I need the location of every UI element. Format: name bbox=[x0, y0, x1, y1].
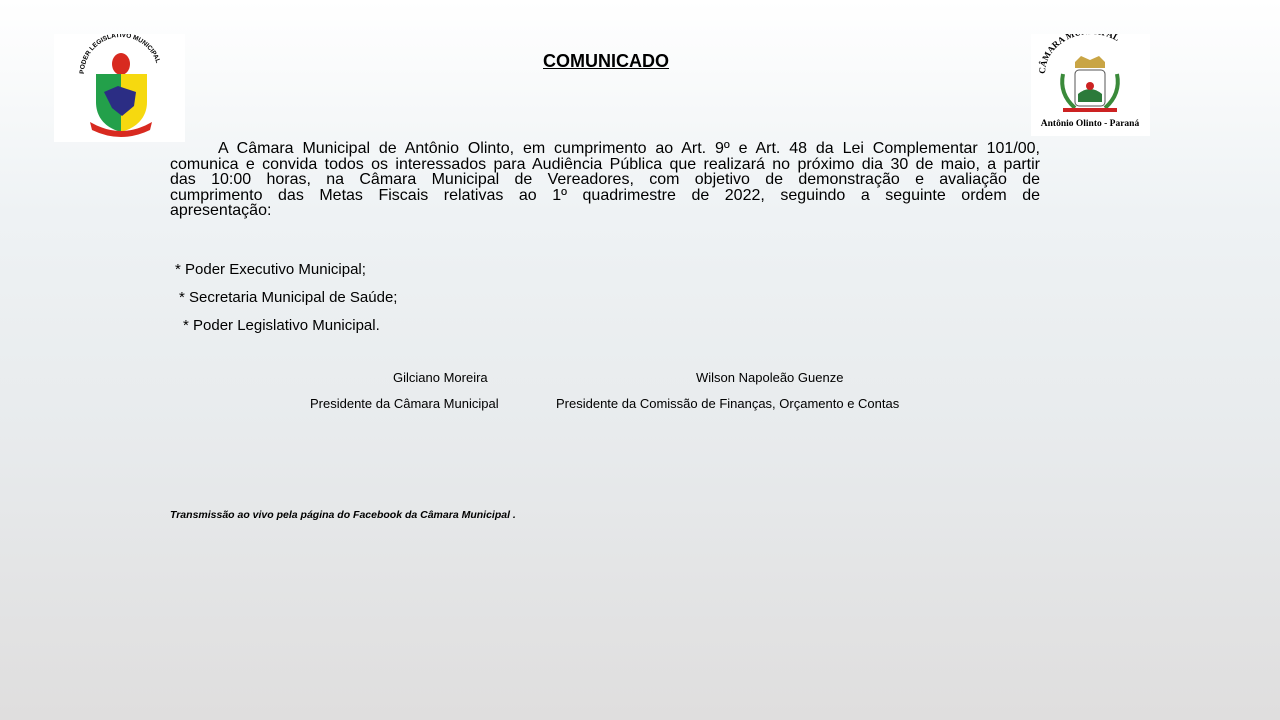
svg-text:Antônio Olinto - Paraná: Antônio Olinto - Paraná bbox=[1040, 119, 1140, 129]
announcement-paragraph bbox=[170, 141, 1040, 219]
poder-legislativo-logo bbox=[54, 34, 185, 142]
camara-municipal-logo bbox=[1031, 34, 1150, 136]
svg-text:CÂMARA MUNICIPAL: CÂMARA M AL bbox=[1036, 34, 1122, 75]
agenda-item: * Poder Legislativo Municipal. bbox=[183, 317, 380, 334]
signature-role: Presidente da Câmara Municipal bbox=[310, 396, 499, 411]
paragraph-line: A Câmara Municipal de Antônio Olinto, em cumprimento ao Art. 9º e Art. 48 da Lei Complementar 101/00, bbox=[218, 140, 1040, 157]
paragraph-line: das 10:00 horas, na Câmara Municipal de Vereadores, com objetivo de demonstração e avaliação de bbox=[170, 171, 1040, 188]
signature-role: Presidente da Comissão de Finanças, Orçamento e Contas bbox=[556, 396, 900, 411]
agenda-item: * Poder Executivo Municipal; bbox=[175, 261, 366, 278]
paragraph-line: comunica e convida todos os interessados para Audiência Pública que realizará no próximo dia 30 de maio, a partir bbox=[170, 155, 1040, 173]
signature-name: Gilciano Moreira bbox=[393, 370, 488, 385]
coat-of-arms-icon bbox=[1031, 34, 1150, 136]
paragraph-line: apresentação: bbox=[170, 202, 272, 219]
agenda-item: * Secretaria Municipal de Saúde; bbox=[179, 289, 398, 306]
page-title: COMUNICADO bbox=[543, 51, 669, 71]
signature-name: Wilson Napoleão Guenze bbox=[696, 370, 844, 385]
svg-text:PODER LEGISLATIVO MUNICIPAL: PODER LEGISLATIVO MUNICIPAL bbox=[78, 34, 162, 75]
crest-icon bbox=[54, 34, 185, 142]
transmission-note: Transmissão ao vivo pela página do Facebook da Câmara Municipal . bbox=[170, 509, 516, 521]
paragraph-line: cumprimento das Metas Fiscais relativas ao 1º quadrimestre de 2022, seguindo a seguinte ordem de bbox=[170, 186, 1040, 204]
